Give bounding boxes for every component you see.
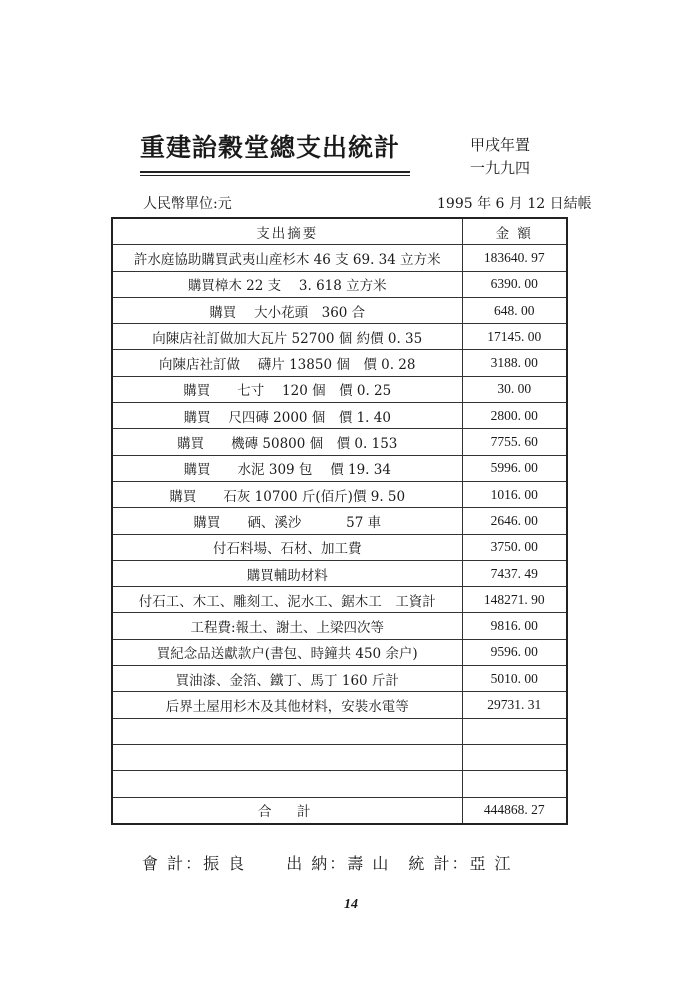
- row-description: 購買 七寸 120 個 價 0. 25: [112, 376, 462, 402]
- row-description: 工程費:報土、謝土、上梁四次等: [112, 613, 462, 639]
- row-amount: 7437. 49: [462, 560, 567, 586]
- currency-unit: 人民幣單位:元: [143, 196, 232, 212]
- row-description: 付石工、木工、雕刻工、泥水工、鋸木工 工資計: [112, 587, 462, 613]
- total-label: 合 計: [112, 797, 462, 824]
- table-row: [112, 587, 567, 613]
- table-row: [112, 744, 567, 770]
- row-amount: 3750. 00: [462, 534, 567, 560]
- row-amount: 183640. 97: [462, 245, 567, 271]
- year-numeral: 一九九四: [470, 159, 531, 177]
- total-row: [112, 797, 567, 824]
- row-description: 購買樟木 22 支 3. 618 立方米: [112, 271, 462, 297]
- row-amount: [462, 744, 567, 770]
- closing-date: 1995 年 6 月 12 日結帳: [437, 196, 592, 212]
- table-row: [112, 429, 567, 455]
- row-amount: 7755. 60: [462, 429, 567, 455]
- year-ganzhi: 甲戌年置: [470, 136, 531, 154]
- table-row: [112, 534, 567, 560]
- row-amount: [462, 771, 567, 797]
- table-row: [112, 771, 567, 797]
- title-underline-thin: [140, 175, 410, 176]
- table-row: [112, 403, 567, 429]
- row-description: 購買 水泥 309 包 價 19. 34: [112, 455, 462, 481]
- table-row: [112, 455, 567, 481]
- row-description: 許水庭協助購買武夷山産杉木 46 支 69. 34 立方米: [112, 245, 462, 271]
- row-amount: 5996. 00: [462, 455, 567, 481]
- header-amount: 金 額: [462, 218, 567, 245]
- table-row: [112, 376, 567, 402]
- table-row: [112, 692, 567, 718]
- row-description: 購買 機磚 50800 個 價 0. 153: [112, 429, 462, 455]
- row-amount: 9816. 00: [462, 613, 567, 639]
- row-description: 購買 石灰 10700 斤(佰斤)價 9. 50: [112, 481, 462, 507]
- table-row: [112, 718, 567, 744]
- row-description: 向陳店社訂做加大瓦片 52700 個 約價 0. 35: [112, 324, 462, 350]
- table-row: [112, 271, 567, 297]
- row-description: [112, 744, 462, 770]
- header-description: 支出摘要: [112, 218, 462, 245]
- table-row: [112, 613, 567, 639]
- row-description: 購買 大小花頭 360 合: [112, 297, 462, 323]
- accountant-signature: 會 計：振 良: [142, 854, 247, 873]
- row-description: [112, 718, 462, 744]
- page-number: 14: [344, 897, 358, 912]
- table-row: [112, 350, 567, 376]
- row-description: [112, 771, 462, 797]
- row-amount: 2800. 00: [462, 403, 567, 429]
- row-amount: 648. 00: [462, 297, 567, 323]
- statistician-signature: 統 計：亞 江: [408, 854, 513, 873]
- row-amount: 6390. 00: [462, 271, 567, 297]
- row-description: 購買 尺四磚 2000 個 價 1. 40: [112, 403, 462, 429]
- row-description: 買紀念品送獻款户(書包、時鐘共 450 余户): [112, 639, 462, 665]
- table-row: [112, 297, 567, 323]
- expense-table: [111, 217, 568, 825]
- table-row: [112, 245, 567, 271]
- row-description: 付石料場、石材、加工費: [112, 534, 462, 560]
- row-description: 向陳店社訂做 礴片 13850 個 價 0. 28: [112, 350, 462, 376]
- row-amount: 148271. 90: [462, 587, 567, 613]
- row-amount: 29731. 31: [462, 692, 567, 718]
- title-underline: [140, 171, 410, 173]
- page-title: 重建詒穀堂總支出統計: [140, 133, 401, 162]
- row-amount: 17145. 00: [462, 324, 567, 350]
- table-row: [112, 639, 567, 665]
- row-amount: 5010. 00: [462, 666, 567, 692]
- table-row: [112, 560, 567, 586]
- table-header-row: [112, 218, 567, 245]
- row-amount: 3188. 00: [462, 350, 567, 376]
- row-amount: 9596. 00: [462, 639, 567, 665]
- row-description: 后界土屋用杉木及其他材料，安裝水電等: [112, 692, 462, 718]
- row-amount: [462, 718, 567, 744]
- row-amount: 1016. 00: [462, 481, 567, 507]
- table-row: [112, 324, 567, 350]
- row-amount: 2646. 00: [462, 508, 567, 534]
- row-description: 購買輔助材料: [112, 560, 462, 586]
- row-description: 買油漆、金箔、鐵丁、馬丁 160 斤計: [112, 666, 462, 692]
- row-description: 購買 硒、溪沙 57 車: [112, 508, 462, 534]
- total-amount: 444868. 27: [462, 797, 567, 824]
- table-row: [112, 508, 567, 534]
- row-amount: 30. 00: [462, 376, 567, 402]
- table-row: [112, 481, 567, 507]
- cashier-signature: 出 納：壽 山: [286, 854, 391, 873]
- signature-line: [142, 851, 513, 874]
- table-row: [112, 666, 567, 692]
